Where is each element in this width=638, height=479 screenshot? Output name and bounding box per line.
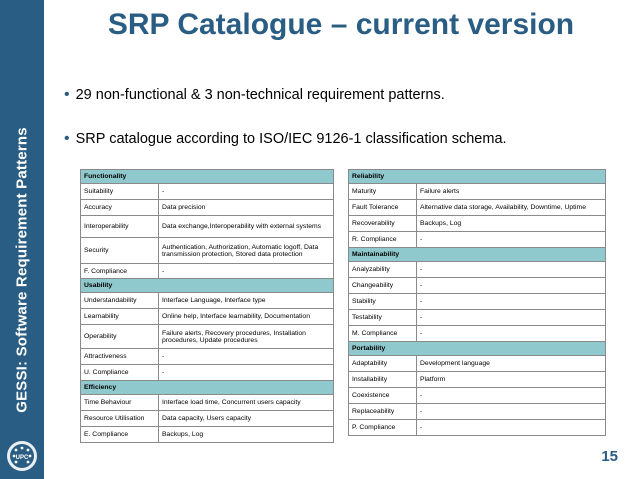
table-row	[349, 262, 606, 278]
table-section-header	[349, 342, 606, 356]
characteristic-cell: Stability	[349, 294, 417, 310]
characteristic-cell: Interoperability	[81, 216, 159, 238]
characteristic-cell: Learnability	[81, 309, 159, 325]
table-row	[81, 293, 334, 309]
section-functionality: Functionality	[81, 170, 334, 184]
patterns-cell: -	[417, 310, 606, 326]
patterns-cell: -	[417, 326, 606, 342]
table-row	[349, 356, 606, 372]
table-row	[81, 411, 334, 427]
table-row	[81, 427, 334, 443]
characteristic-cell: Testability	[349, 310, 417, 326]
slide-title: SRP Catalogue – current version	[107, 8, 575, 41]
page-number: 15	[601, 448, 618, 465]
right-catalogue-table	[348, 169, 606, 436]
table-row	[81, 238, 334, 264]
characteristic-cell: Replaceability	[349, 404, 417, 420]
patterns-cell: Authentication, Authorization, Automatic logoff, Data transmission protection, Stored data protection	[159, 238, 334, 264]
section-efficiency: Efficiency	[81, 381, 334, 395]
patterns-cell: Failure alerts	[417, 184, 606, 200]
bullet-dot-icon: •	[64, 130, 70, 147]
section-portability: Portability	[349, 342, 606, 356]
bullet-dot-icon: •	[64, 86, 70, 103]
patterns-cell: -	[159, 349, 334, 365]
table-row	[349, 200, 606, 216]
patterns-cell: -	[417, 294, 606, 310]
upc-logo-icon	[6, 440, 38, 472]
characteristic-cell: Recoverability	[349, 216, 417, 232]
characteristic-cell: Attractiveness	[81, 349, 159, 365]
left-catalogue-table	[80, 169, 334, 443]
patterns-cell: Development language	[417, 356, 606, 372]
patterns-cell: Data precision	[159, 200, 334, 216]
patterns-cell: -	[417, 278, 606, 294]
patterns-cell: -	[417, 232, 606, 248]
patterns-cell: -	[417, 404, 606, 420]
patterns-cell: Backups, Log	[159, 427, 334, 443]
characteristic-cell: Changeability	[349, 278, 417, 294]
characteristic-cell: Accuracy	[81, 200, 159, 216]
table-row	[81, 349, 334, 365]
characteristic-cell: F. Compliance	[81, 264, 159, 279]
table-row	[81, 264, 334, 279]
table-row	[81, 216, 334, 238]
patterns-cell: -	[417, 388, 606, 404]
table-row	[349, 388, 606, 404]
patterns-cell: Data capacity, Users capacity	[159, 411, 334, 427]
table-section-header	[81, 381, 334, 395]
table-section-header	[81, 279, 334, 293]
characteristic-cell: Time Behaviour	[81, 395, 159, 411]
table-section-header	[349, 248, 606, 262]
table-section-header	[81, 170, 334, 184]
characteristic-cell: Coexistence	[349, 388, 417, 404]
patterns-cell: Interface load time, Concurrent users capacity	[159, 395, 334, 411]
sidebar-title: GESSI: Software Requirement Patterns	[13, 127, 31, 413]
logo-text: UPC	[15, 455, 29, 461]
table-row	[349, 216, 606, 232]
characteristic-cell: Fault Tolerance	[349, 200, 417, 216]
bullet-1	[64, 86, 445, 104]
table-row	[349, 278, 606, 294]
table-row	[81, 395, 334, 411]
table-row	[349, 184, 606, 200]
bullet-text: SRP catalogue according to ISO/IEC 9126-1 classification schema.	[75, 131, 507, 147]
patterns-cell: Platform	[417, 372, 606, 388]
patterns-cell: Data exchange,Interoperability with external systems	[159, 216, 334, 238]
patterns-cell: Online help, Interface learnability, Documentation	[159, 309, 334, 325]
patterns-cell: Alternative data storage, Availability, Downtime, Uptime	[417, 200, 606, 216]
patterns-cell: -	[159, 365, 334, 381]
characteristic-cell: E. Compliance	[81, 427, 159, 443]
table-row	[81, 365, 334, 381]
table-row	[349, 310, 606, 326]
table-row	[349, 294, 606, 310]
patterns-cell: -	[159, 184, 334, 200]
patterns-cell: -	[417, 262, 606, 278]
characteristic-cell: Suitability	[81, 184, 159, 200]
patterns-cell: Interface Language, Interface type	[159, 293, 334, 309]
bullet-text: 29 non-functional & 3 non-technical requirement patterns.	[75, 87, 445, 103]
characteristic-cell: P. Compliance	[349, 420, 417, 436]
characteristic-cell: Installability	[349, 372, 417, 388]
bullet-2	[64, 130, 507, 148]
table-row	[349, 326, 606, 342]
characteristic-cell: Analyzability	[349, 262, 417, 278]
sidebar	[0, 0, 44, 479]
table-row	[81, 309, 334, 325]
table-row	[349, 420, 606, 436]
table-row	[81, 325, 334, 349]
table-row	[349, 404, 606, 420]
table-row	[349, 372, 606, 388]
section-reliability: Reliability	[349, 170, 606, 184]
characteristic-cell: Adaptability	[349, 356, 417, 372]
characteristic-cell: Resource Utilisation	[81, 411, 159, 427]
section-maintainability: Maintainability	[349, 248, 606, 262]
characteristic-cell: Understandability	[81, 293, 159, 309]
characteristic-cell: Operability	[81, 325, 159, 349]
table-row	[81, 200, 334, 216]
characteristic-cell: Security	[81, 238, 159, 264]
table-row	[349, 232, 606, 248]
section-usability: Usability	[81, 279, 334, 293]
patterns-cell: -	[417, 420, 606, 436]
table-section-header	[349, 170, 606, 184]
patterns-cell: Backups, Log	[417, 216, 606, 232]
patterns-cell: Failure alerts, Recovery procedures, Installation procedures, Update procedures	[159, 325, 334, 349]
characteristic-cell: U. Compliance	[81, 365, 159, 381]
patterns-cell: -	[159, 264, 334, 279]
characteristic-cell: R. Compliance	[349, 232, 417, 248]
characteristic-cell: Maturity	[349, 184, 417, 200]
characteristic-cell: M. Compliance	[349, 326, 417, 342]
table-row	[81, 184, 334, 200]
